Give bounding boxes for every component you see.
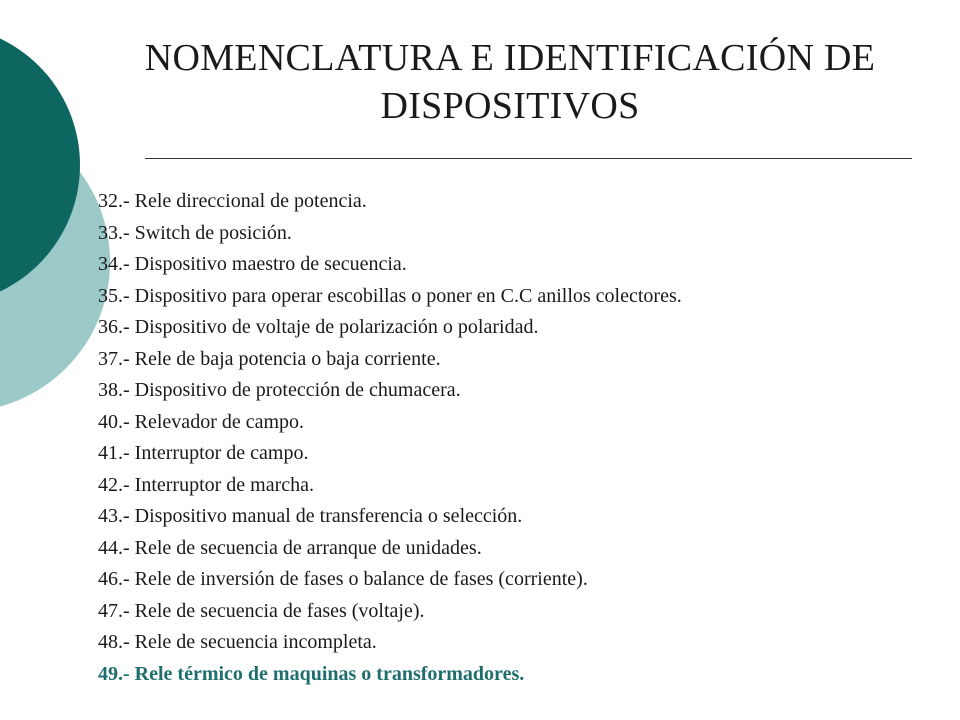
list-item: 34.- Dispositivo maestro de secuencia. (98, 253, 407, 275)
list-item: 42.- Interruptor de marcha. (98, 473, 315, 496)
list-item: 44.- Rele de secuencia de arranque de unidades. (98, 536, 482, 559)
list-item: 35.- Dispositivo para operar escobillas o poner en C.C anillos colectores. (98, 284, 682, 307)
list-item: 36.- Dispositivo de voltaje de polarización o polaridad. (98, 316, 539, 338)
list-item-highlighted: 49.- Rele térmico de maquinas o transformadores. (98, 662, 525, 685)
list-item: 38.- Dispositivo de protección de chumacera. (98, 379, 461, 401)
list-item: 48.- Rele de secuencia incompleta. (98, 631, 377, 653)
list-item: 37.- Rele de baja potencia o baja corriente. (98, 347, 441, 370)
list-item: 40.- Relevador de campo. (98, 410, 305, 433)
device-list (98, 186, 948, 690)
list-item: 32.- Rele direccional de potencia. (98, 190, 367, 212)
list-item: 47.- Rele de secuencia de fases (voltaje). (98, 599, 425, 622)
list-item: 41.- Interruptor de campo. (98, 442, 309, 464)
list-item: 43.- Dispositivo manual de transferencia o selección. (98, 505, 523, 527)
list-item: 46.- Rele de inversión de fases o balance de fases (corriente). (98, 568, 588, 590)
page-title: NOMENCLATURA E IDENTIFICACIÓN DE DISPOSITIVOS (144, 37, 876, 127)
list-item: 33.- Switch de posición. (98, 221, 292, 244)
title-divider (145, 158, 912, 159)
